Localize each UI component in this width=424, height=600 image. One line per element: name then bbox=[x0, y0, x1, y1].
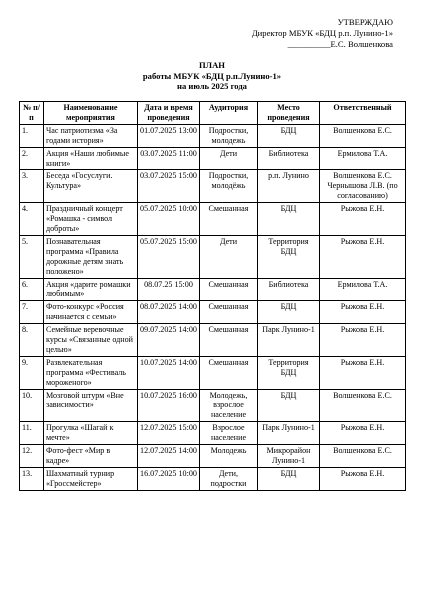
table-header-row bbox=[20, 102, 406, 125]
cell-responsible: Волшенкова Е.С. bbox=[320, 445, 406, 468]
cell-event-name: Развлекательная программа «Фестиваль мороженого» bbox=[44, 356, 138, 389]
table-row bbox=[20, 278, 406, 301]
cell-event-name: Беседа «Госуслуги. Культура» bbox=[44, 170, 138, 203]
cell-venue: Парк Лунино-1 bbox=[258, 324, 320, 357]
header-audience: Аудитория bbox=[200, 102, 258, 125]
cell-date-time: 12.07.2025 14:00 bbox=[138, 445, 200, 468]
cell-date-time: 10.07.2025 16:00 bbox=[138, 389, 200, 422]
cell-number: 4. bbox=[20, 203, 44, 236]
header-number: № п/п bbox=[20, 102, 44, 125]
cell-date-time: 08.07.25 15:00 bbox=[138, 278, 200, 301]
cell-event-name: Семейные веревочные курсы «Связанные одной целью» bbox=[44, 324, 138, 357]
cell-event-name: Мозговой штурм «Вне зависимости» bbox=[44, 389, 138, 422]
header-venue: Место проведения bbox=[258, 102, 320, 125]
cell-date-time: 05.07.2025 10:00 bbox=[138, 203, 200, 236]
cell-number: 5. bbox=[20, 235, 44, 278]
cell-event-name: Акция «дарите ромашки любимым» bbox=[44, 278, 138, 301]
cell-responsible: Волшенкова Е.С. bbox=[320, 124, 406, 147]
cell-number: 10. bbox=[20, 389, 44, 422]
cell-venue: р.п. Лунино bbox=[258, 170, 320, 203]
cell-event-name: Час патриотизма «За годами история» bbox=[44, 124, 138, 147]
cell-date-time: 03.07.2025 11:00 bbox=[138, 147, 200, 170]
cell-venue: БДЦ bbox=[258, 203, 320, 236]
cell-date-time: 10.07.2025 14:00 bbox=[138, 356, 200, 389]
approval-heading: УТВЕРЖДАЮ bbox=[337, 17, 393, 27]
cell-audience: Молодежь bbox=[200, 445, 258, 468]
cell-date-time: 09.07.2025 14:00 bbox=[138, 324, 200, 357]
cell-audience: Дети, подростки bbox=[200, 467, 258, 490]
table-row bbox=[20, 356, 406, 389]
cell-audience: Дети bbox=[200, 147, 258, 170]
cell-number: 2. bbox=[20, 147, 44, 170]
table-row bbox=[20, 422, 406, 445]
cell-responsible: Рыжова Е.Н. bbox=[320, 301, 406, 324]
document-title bbox=[0, 60, 424, 92]
cell-date-time: 08.07.2025 14:00 bbox=[138, 301, 200, 324]
cell-audience: Смешанная bbox=[200, 203, 258, 236]
table-row bbox=[20, 203, 406, 236]
cell-responsible: Волшенкова Е.С. bbox=[320, 389, 406, 422]
table-body bbox=[20, 124, 406, 490]
cell-number: 3. bbox=[20, 170, 44, 203]
cell-audience: Дети bbox=[200, 235, 258, 278]
cell-venue: БДЦ bbox=[258, 389, 320, 422]
header-responsible: Ответственный bbox=[320, 102, 406, 125]
cell-responsible: Ермилова Т.А. bbox=[320, 147, 406, 170]
header-date-time: Дата и время проведения bbox=[138, 102, 200, 125]
cell-date-time: 01.07.2025 13:00 bbox=[138, 124, 200, 147]
cell-event-name: Акция «Наши любимые книги» bbox=[44, 147, 138, 170]
cell-responsible: Рыжова Е.Н. bbox=[320, 422, 406, 445]
cell-responsible: Рыжова Е.Н. bbox=[320, 356, 406, 389]
cell-date-time: 12.07.2025 15:00 bbox=[138, 422, 200, 445]
cell-responsible: Рыжова Е.Н. bbox=[320, 324, 406, 357]
approval-signature: __________Е.С. Волшенкова bbox=[287, 39, 393, 49]
cell-event-name: Шахматный турнир «Гроссмейстер» bbox=[44, 467, 138, 490]
approval-position: Директор МБУК «БДЦ р.п. Лунино-1» bbox=[251, 28, 393, 38]
cell-number: 1. bbox=[20, 124, 44, 147]
cell-audience: Взрослое население bbox=[200, 422, 258, 445]
cell-event-name: Познавательная программа «Правила дорожные детям знать положено» bbox=[44, 235, 138, 278]
title-period: на июль 2025 года bbox=[177, 81, 247, 91]
cell-event-name: Фото-конкурс «Россия начинается с семьи» bbox=[44, 301, 138, 324]
cell-number: 6. bbox=[20, 278, 44, 301]
cell-event-name: Праздничный концерт «Ромашка - символ доброты» bbox=[44, 203, 138, 236]
cell-audience: Смешанная bbox=[200, 278, 258, 301]
cell-audience: Смешанная bbox=[200, 324, 258, 357]
cell-responsible: Ермилова Т.А. bbox=[320, 278, 406, 301]
cell-audience: Подростки, молодежь bbox=[200, 124, 258, 147]
cell-date-time: 03.07.2025 15:00 bbox=[138, 170, 200, 203]
cell-responsible: Рыжова Е.Н. bbox=[320, 235, 406, 278]
title-heading: ПЛАН bbox=[199, 60, 225, 70]
cell-responsible: Рыжова Е.Н. bbox=[320, 203, 406, 236]
cell-number: 8. bbox=[20, 324, 44, 357]
cell-venue: БДЦ bbox=[258, 124, 320, 147]
cell-venue: Парк Лунино-1 bbox=[258, 422, 320, 445]
cell-venue: Библиотека bbox=[258, 278, 320, 301]
cell-number: 9. bbox=[20, 356, 44, 389]
cell-responsible: Рыжова Е.Н. bbox=[320, 467, 406, 490]
cell-venue: БДЦ bbox=[258, 301, 320, 324]
approval-block bbox=[252, 17, 393, 50]
cell-number: 13. bbox=[20, 467, 44, 490]
cell-venue: Библиотека bbox=[258, 147, 320, 170]
events-table bbox=[19, 101, 406, 491]
cell-date-time: 05.07.2025 15:00 bbox=[138, 235, 200, 278]
cell-event-name: Прогулка «Шагай к мечте» bbox=[44, 422, 138, 445]
cell-number: 12. bbox=[20, 445, 44, 468]
table-row bbox=[20, 301, 406, 324]
cell-venue: Территория БДЦ bbox=[258, 235, 320, 278]
table-row bbox=[20, 324, 406, 357]
table-row bbox=[20, 235, 406, 278]
table-row bbox=[20, 445, 406, 468]
cell-audience: Смешанная bbox=[200, 301, 258, 324]
cell-number: 11. bbox=[20, 422, 44, 445]
cell-audience: Смешанная bbox=[200, 356, 258, 389]
cell-event-name: Фото-фест «Мир в кадре» bbox=[44, 445, 138, 468]
cell-number: 7. bbox=[20, 301, 44, 324]
cell-venue: БДЦ bbox=[258, 467, 320, 490]
table-row bbox=[20, 389, 406, 422]
cell-audience: Подростки, молодёжь bbox=[200, 170, 258, 203]
table-row bbox=[20, 124, 406, 147]
cell-audience: Молодежь, взрослое население bbox=[200, 389, 258, 422]
cell-venue: Микрорайон Лунино-1 bbox=[258, 445, 320, 468]
table-row bbox=[20, 147, 406, 170]
cell-venue: Территория БДЦ bbox=[258, 356, 320, 389]
title-subject: работы МБУК «БДЦ р.п.Лунино-1» bbox=[142, 70, 282, 81]
table-row bbox=[20, 170, 406, 203]
header-event-name: Наименование мероприятия bbox=[44, 102, 138, 125]
table-row bbox=[20, 467, 406, 490]
cell-responsible: Волшенкова Е.С. Чернышова Л.В. (по согласованию) bbox=[320, 170, 406, 203]
cell-date-time: 16.07.2025 10:00 bbox=[138, 467, 200, 490]
